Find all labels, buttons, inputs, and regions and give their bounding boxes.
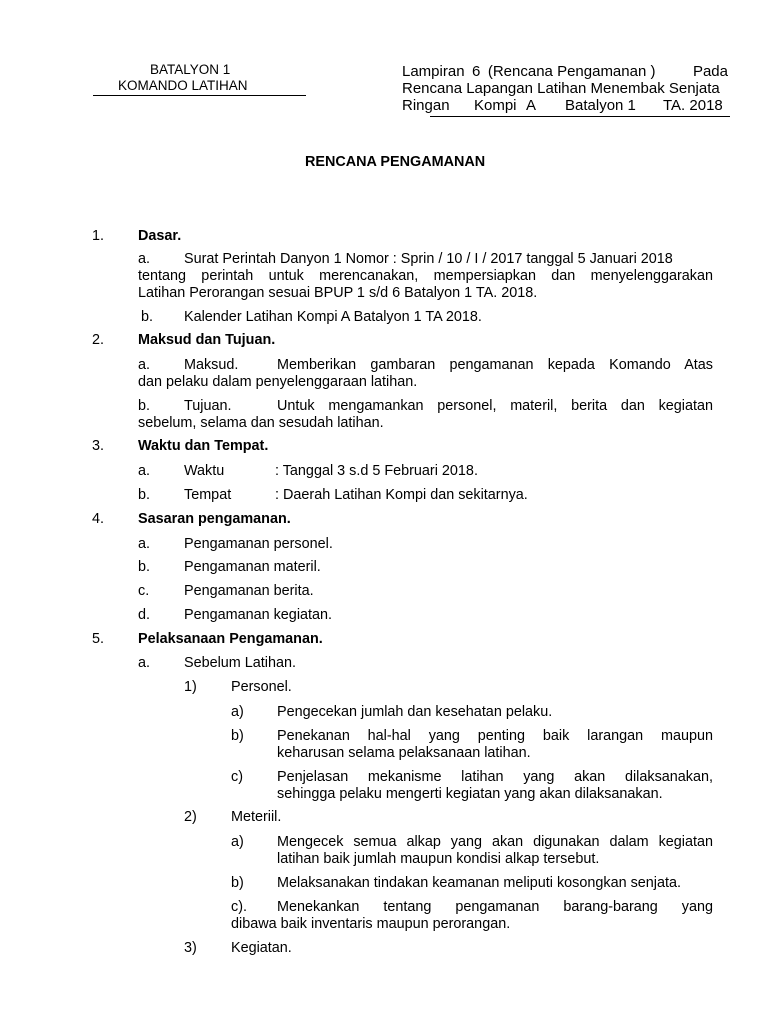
section-2-number: 2. — [92, 332, 105, 348]
section-3a-key: Waktu — [184, 463, 225, 479]
section-5a1b-text-line2: keharusan selama pelaksanaan latihan. — [277, 745, 531, 761]
section-5a3-label: 3) — [184, 940, 197, 956]
section-1b-label: b. — [141, 309, 154, 325]
section-5-heading: Pelaksanaan Pengamanan. — [138, 631, 323, 647]
section-4-number: 4. — [92, 511, 105, 527]
section-4-heading: Sasaran pengamanan. — [138, 511, 291, 527]
page-title: RENCANA PENGAMANAN — [305, 154, 486, 170]
section-4c-label: c. — [138, 583, 150, 599]
section-2b-text-line2: sebelum, selama dan sesudah latihan. — [138, 415, 384, 431]
section-5a-text: Sebelum Latihan. — [184, 655, 297, 671]
section-5a2-text: Meteriil. — [231, 809, 282, 825]
section-5a2b-label: b) — [231, 875, 244, 891]
section-1-heading: Dasar. — [138, 228, 182, 244]
unit-underline — [93, 95, 306, 96]
section-1a-label: a. — [138, 251, 151, 267]
lampiran-pada: Pada — [692, 63, 728, 80]
section-3a-label: a. — [138, 463, 151, 479]
section-5a1-text: Personel. — [231, 679, 292, 695]
lampiran-ringan: Ringan — [402, 97, 450, 114]
section-4a-label: a. — [138, 536, 151, 552]
section-2-heading: Maksud dan Tujuan. — [138, 332, 276, 348]
lampiran-kompi-letter: A — [526, 97, 537, 114]
section-3-heading: Waktu dan Tempat. — [138, 438, 269, 454]
lampiran-title: (Rencana Pengamanan ) — [487, 63, 656, 80]
section-4b-label: b. — [138, 559, 151, 575]
section-1a-text-line3: Latihan Perorangan sesuai BPUP 1 s/d 6 Batalyon 1 TA. 2018. — [138, 285, 538, 301]
section-5-number: 5. — [92, 631, 105, 647]
lampiran-number: 6 — [472, 63, 481, 80]
section-5a2a-text-line1: Mengecek semua alkap yang akan digunakan dalam kegiatan — [277, 834, 713, 850]
lampiran-underline — [430, 116, 730, 117]
section-3b-key: Tempat — [184, 487, 232, 503]
section-4b-text: Pengamanan materil. — [184, 559, 321, 575]
unit-name-line1: BATALYON 1 — [150, 62, 231, 77]
lampiran-ta: TA. 2018 — [663, 97, 723, 114]
lampiran-line1 — [402, 63, 728, 80]
section-2b-label: b. — [138, 398, 151, 414]
section-5a1c-text-line1: Penjelasan mekanisme latihan yang akan dilaksanakan, — [277, 769, 713, 785]
section-5a1c-text-line2: sehingga pelaku mengerti kegiatan yang akan dilaksanakan. — [277, 786, 663, 802]
section-5a1b-label: b) — [231, 728, 244, 744]
section-2a-text-line1: Memberikan gambaran pengamanan kepada Komando Atas — [277, 357, 713, 373]
section-5a2c-label: c). — [231, 899, 247, 915]
section-5a2-label: 2) — [184, 809, 197, 825]
section-5a-label: a. — [138, 655, 151, 671]
section-3b-label: b. — [138, 487, 151, 503]
section-1a-text-line2: tentang perintah untuk merencanakan, mempersiapkan dan menyelenggarakan — [138, 268, 713, 284]
section-4a-text: Pengamanan personel. — [184, 536, 333, 552]
section-1b-text: Kalender Latihan Kompi A Batalyon 1 TA 2018. — [184, 309, 482, 325]
section-1-number: 1. — [92, 228, 105, 244]
section-5a1a-text: Pengecekan jumlah dan kesehatan pelaku. — [277, 704, 553, 720]
section-1a-text-line1: Surat Perintah Danyon 1 Nomor : Sprin / 10 / I / 2017 tanggal 5 Januari 2018 — [184, 251, 673, 267]
lampiran-line2: Rencana Lapangan Latihan Menembak Senjata — [402, 80, 720, 97]
section-5a2c-text-line2: dibawa baik inventaris maupun perorangan. — [231, 916, 511, 932]
section-5a3-text: Kegiatan. — [231, 940, 292, 956]
lampiran-kompi: Kompi — [474, 97, 517, 114]
section-2a-text-line2: dan pelaku dalam penyelenggaraan latihan. — [138, 374, 418, 390]
section-5a2a-label: a) — [231, 834, 244, 850]
section-3-number: 3. — [92, 438, 105, 454]
section-2b-text-line1: Untuk mengamankan personel, materil, berita dan kegiatan — [277, 398, 713, 414]
section-4c-text: Pengamanan berita. — [184, 583, 314, 599]
section-4d-label: d. — [138, 607, 151, 623]
section-5a2b-text: Melaksanakan tindakan keamanan meliputi kosongkan senjata. — [277, 875, 681, 891]
section-3b-value: : Daerah Latihan Kompi dan sekitarnya. — [275, 487, 528, 503]
lampiran-word: Lampiran — [402, 63, 465, 80]
lampiran-batalyon: Batalyon 1 — [565, 97, 636, 114]
section-3a-value: : Tanggal 3 s.d 5 Februari 2018. — [275, 463, 478, 479]
section-5a2a-text-line2: latihan baik jumlah maupun kondisi alkap tersebut. — [277, 851, 600, 867]
section-2b-title: Tujuan. — [184, 398, 232, 414]
unit-name-line2: KOMANDO LATIHAN — [118, 78, 248, 93]
section-5a1b-text-line1: Penekanan hal-hal yang penting baik larangan maupun — [277, 728, 713, 744]
section-2a-label: a. — [138, 357, 151, 373]
section-5a2c-text-line1: Menekankan tentang pengamanan barang-barang yang — [277, 899, 713, 915]
section-5a1-label: 1) — [184, 679, 197, 695]
section-5a1a-label: a) — [231, 704, 244, 720]
section-4d-text: Pengamanan kegiatan. — [184, 607, 333, 623]
section-2a-title: Maksud. — [184, 357, 239, 373]
section-5a1c-label: c) — [231, 769, 243, 785]
